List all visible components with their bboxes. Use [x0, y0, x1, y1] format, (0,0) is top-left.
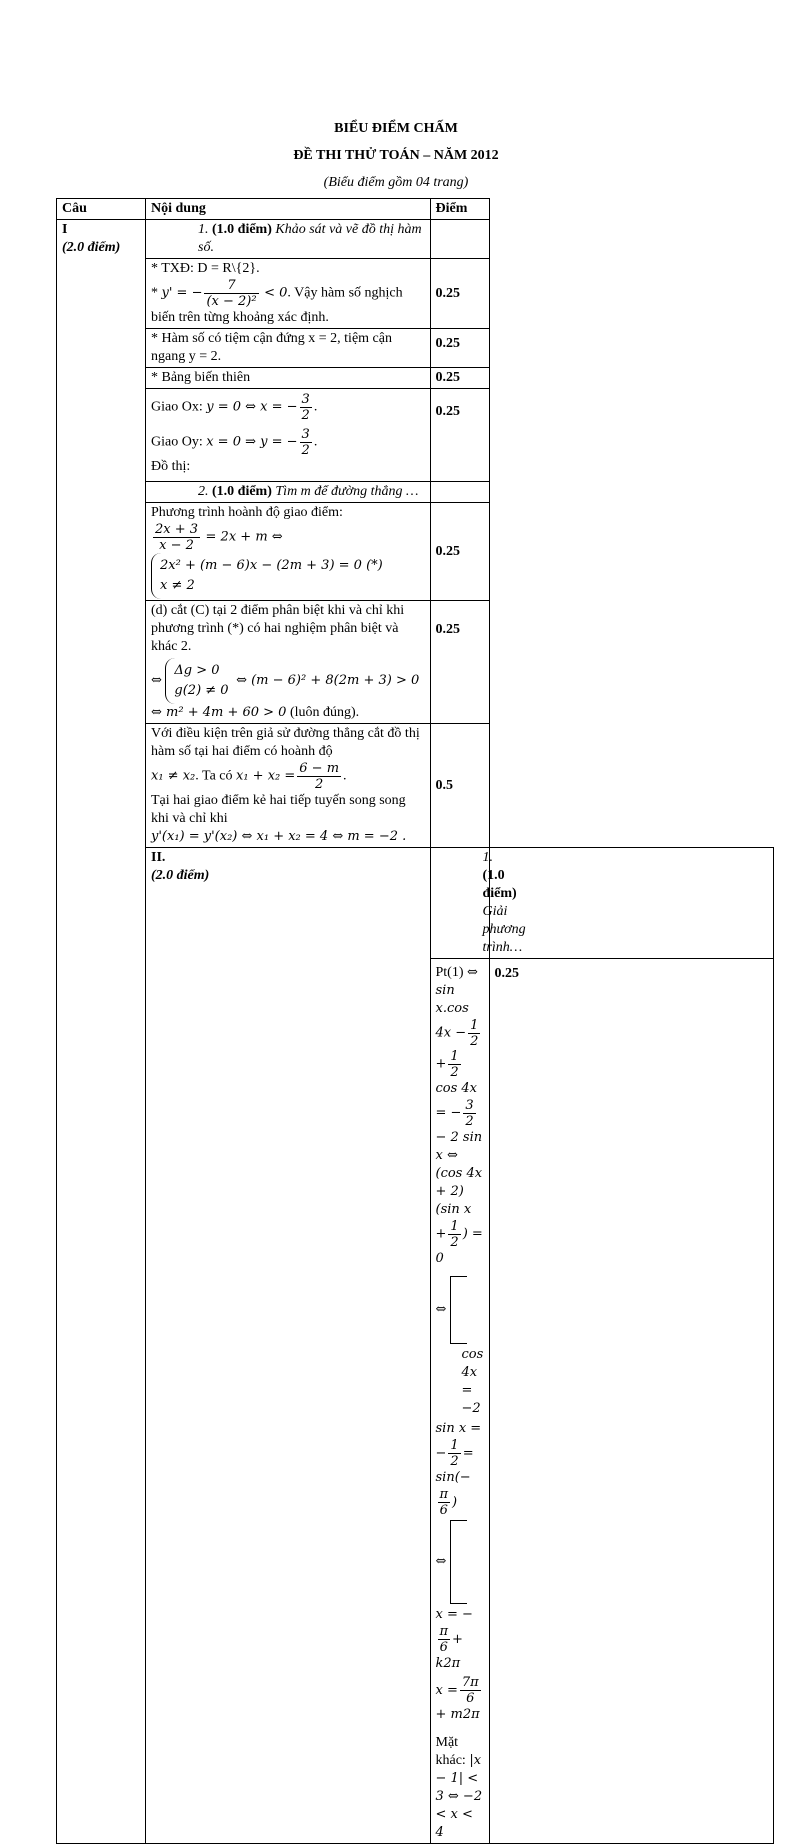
part-heading: 1. (1.0 điểm) Khảo sát và vẽ đồ thị hàm số.: [146, 220, 431, 259]
score-cell: 0.25: [430, 259, 489, 329]
header-noidung: Nội dung: [146, 199, 431, 220]
score-cell: 0.25: [430, 368, 489, 389]
question-label: II.: [151, 850, 166, 865]
table-row: [57, 601, 774, 724]
question-points: (2.0 điểm): [62, 240, 121, 255]
condition-text: (d) cắt (C) tại 2 điểm phân biệt khi và chỉ khi phương trình (*) có hai nghiệm phân biệt và khác 2.: [151, 603, 405, 654]
part-heading: 1. (1.0 điểm) Giải phương trình…: [430, 848, 489, 959]
tangent-text: Tại hai giao điểm kẻ hai tiếp tuyến song song khi và chỉ khi: [151, 793, 406, 826]
header-diem: Điểm: [430, 199, 489, 220]
table-row: [57, 724, 774, 848]
system-brace: Δg > 0 g(2) ≠ 0: [165, 658, 232, 704]
domain-text: * TXĐ: D = R\{2}.: [151, 261, 260, 276]
vieta-math: x₁ ≠ x₂. Ta có x₁ + x₂ = $\frac{6 - m}{2}$ .: [151, 761, 347, 792]
score-cell: 0.25: [430, 389, 489, 482]
bracket: [450, 1520, 467, 1604]
bracket-content: cos 4x = −2 sin x = − $\frac{1}{2}$ = sin(− $\frac{\pi}{6}$ ): [435, 1347, 484, 1518]
score-cell: [489, 848, 774, 959]
table-row: [57, 389, 774, 482]
graph-label: Đồ thị:: [151, 459, 191, 474]
equation-transform: Pt(1) ⇔ sin x.cos 4x − $\frac{1}{2}$ + $\frac{1}{2}$ cos 4x = − $\frac{3}{2}$ − 2 sin x ⇔ (cos 4x + 2)(sin x + $\frac{1}{2}$ ) = 0: [435, 965, 483, 1266]
score-cell: 0.25: [430, 601, 489, 724]
content-cell: [146, 389, 431, 482]
table-row: [57, 368, 774, 389]
intersection-equation-title: Phương trình hoành độ giao điểm:: [151, 505, 343, 520]
variation-table-text: * Bảng biến thiên: [146, 368, 431, 389]
table-row: [57, 482, 774, 503]
score-cell: 0.25: [430, 329, 489, 368]
content-cell: [146, 601, 431, 724]
table-header-row: [57, 199, 774, 220]
table-row: [57, 259, 774, 329]
asymptote-text: * Hàm số có tiệm cận đứng x = 2, tiệm cận ngang y = 2.: [146, 329, 431, 368]
doc-title: BIỂU ĐIỂM CHẤM: [334, 121, 458, 136]
intersection-equation: $\frac{2x + 3}{x - 2}$ = 2x + m ⇔ 2x² + (m − 6)x − (2m + 3) = 0 (*) x ≠ 2: [151, 522, 425, 599]
intersect-oy: Giao Oy: x = 0 ⇒ y = − $\frac{3}{2}$ .: [151, 427, 318, 458]
doc-note: (Biểu điểm gồm 04 trang): [323, 175, 469, 190]
derivative-line: * y' = − $\frac{7}{\text{(x − 2)²}}$ < 0. Vậy hàm số nghịch biến trên từng khoảng xác định.: [151, 278, 403, 325]
fraction: $\frac{7}{\text{(x − 2)²}}$: [206, 278, 257, 309]
header-cau: Câu: [57, 199, 146, 220]
table-row: [57, 220, 774, 259]
score-cell: [430, 220, 489, 259]
question-points: (2.0 điểm): [151, 868, 210, 883]
system-brace: 2x² + (m − 6)x − (2m + 3) = 0 (*) x ≠ 2: [151, 553, 387, 599]
table-row: [57, 329, 774, 368]
constraint-line: Mặt khác: |x − 1| < 3 ⇔ −2 < x < 4: [435, 1735, 483, 1840]
question-cell-ii: [146, 848, 431, 1844]
solution-sets: ⇔ cos 4x = −2 sin x = − $\frac{1}{2}$ = sin(− $\frac{\pi}{6}$ ) ⇔ x = − $\frac{\pi}{6}$ + k2π x = $\frac{7\pi}{6}$ + m2π: [436, 1276, 484, 1726]
intersect-ox: Giao Ox: y = 0 ⇔ x = − $\frac{3}{2}$ .: [151, 392, 318, 423]
content-cell: [430, 959, 489, 1844]
bracket: [450, 1276, 467, 1344]
score-cell: [430, 482, 489, 503]
doc-subtitle: ĐỀ THI THỬ TOÁN – NĂM 2012: [293, 148, 499, 163]
content-cell: [146, 724, 431, 848]
table-row: [57, 848, 774, 959]
score-cell: 0.25: [489, 959, 774, 1844]
score-cell: 0.5: [430, 724, 489, 848]
content-cell: [146, 503, 431, 601]
condition-math: ⇔ Δg > 0 g(2) ≠ 0 ⇔ (m − 6)² + 8(2m + 3) > 0 ⇔ m² + 4m + 60 > 0 (luôn đúng).: [151, 658, 425, 722]
vieta-text: Với điều kiện trên giả sử đường thẳng cắt đồ thị hàm số tại hai điểm có hoành độ: [151, 726, 420, 759]
grading-table: [56, 198, 774, 1844]
part-heading: 2. (1.0 điểm) Tìm m để đường thẳng …: [146, 482, 431, 503]
bracket-content: x = − $\frac{\pi}{6}$ + k2π x = $\frac{7\pi}{6}$ + m2π: [435, 1607, 480, 1722]
score-cell: 0.25: [430, 503, 489, 601]
table-row: [57, 503, 774, 601]
tangent-math: y'(x₁) = y'(x₂) ⇔ x₁ + x₂ = 4 ⇔ m = −2 .: [151, 829, 407, 844]
question-label: I: [62, 222, 68, 237]
content-cell: [146, 259, 431, 329]
question-cell-i: [57, 220, 146, 1844]
